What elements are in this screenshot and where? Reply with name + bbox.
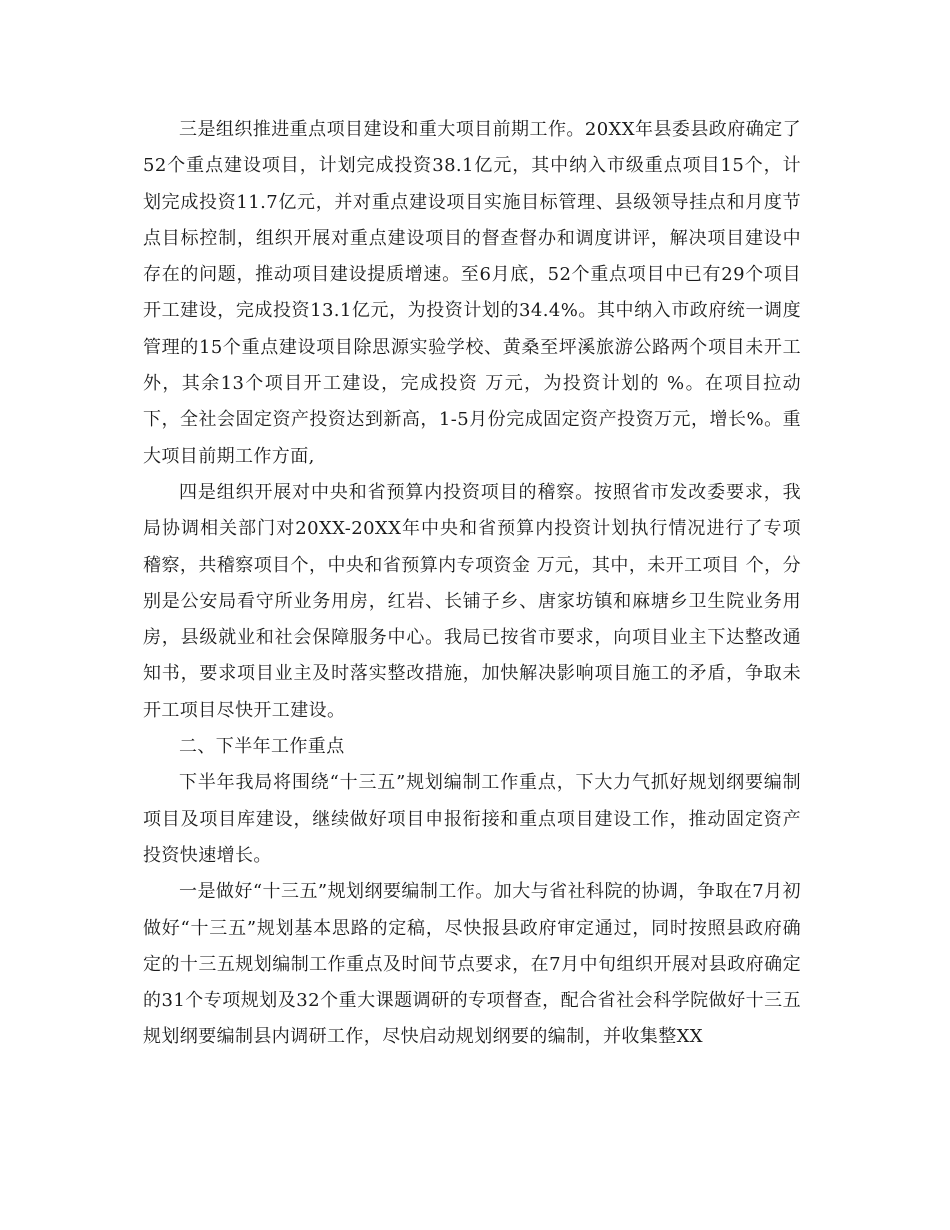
paragraph-key-projects: 三是组织推进重点项目建设和重大项目前期工作。20XX年县委县政府确定了52个重点建设项目，计划完成投资38.1亿元，其中纳入市级重点项目15个，计划完成投资11.7亿元，并对重点建设项目实施目标管理、县级领导挂点和月度节点目标控制，组织开展对重点建设项目的督查督办和调度讲评，解决项目建设中存在的问题，推动项目建设提质增速。至6月底，52个重点项目中已有29个项目开工建设，完成投资13.1亿元，为投资计划的34.4%。其中纳入市政府统一调度管理的15个重点建设项目除思源实验学校、黄桑至坪溪旅游公路两个项目未开工外，其余13个项目开工建设，完成投资 万元，为投资计划的 %。在项目拉动下，全社会固定资产投资达到新高，1-5月份完成固定资产投资万元，增长%。重大项目前期工作方面, [143, 119, 801, 467]
paragraph-second-half-intro: 下半年我局将围绕“十三五”规划编制工作重点，下大力气抓好规划纲要编制项目及项目库建设，继续做好项目申报衔接和重点项目建设工作，推动固定资产投资快速增长。 [143, 772, 801, 866]
document-body [143, 112, 801, 1056]
section-heading: 二、下半年工作重点 [179, 736, 345, 758]
paragraph-plan-drafting: 一是做好“十三五”规划纲要编制工作。加大与省社科院的协调，争取在7月初做好“十三五”规划基本思路的定稿，尽快报县政府审定通过，同时按照县政府确定的十三五规划编制工作重点及时间节点要求，在7月中旬组织开展对县政府确定的31个专项规划及32个重大课题调研的专项督查，配合省社会科学院做好十三五规划纲要编制县内调研工作，尽快启动规划纲要的编制，并收集整XX [143, 881, 801, 1048]
paragraph-audit: 四是组织开展对中央和省预算内投资项目的稽察。按照省市发改委要求，我局协调相关部门对20XX-20XX年中央和省预算内投资计划执行情况进行了专项稽察，共稽察项目个，中央和省预算内专项资金 万元，其中，未开工项目 个，分别是公安局看守所业务用房，红岩、长铺子乡、唐家坊镇和麻塘乡卫生院业务用房，县级就业和社会保障服务中心。我局已按省市要求，向项目业主下达整改通知书，要求项目业主及时落实整改措施，加快解决影响项目施工的矛盾，争取未开工项目尽快开工建设。 [143, 481, 801, 721]
